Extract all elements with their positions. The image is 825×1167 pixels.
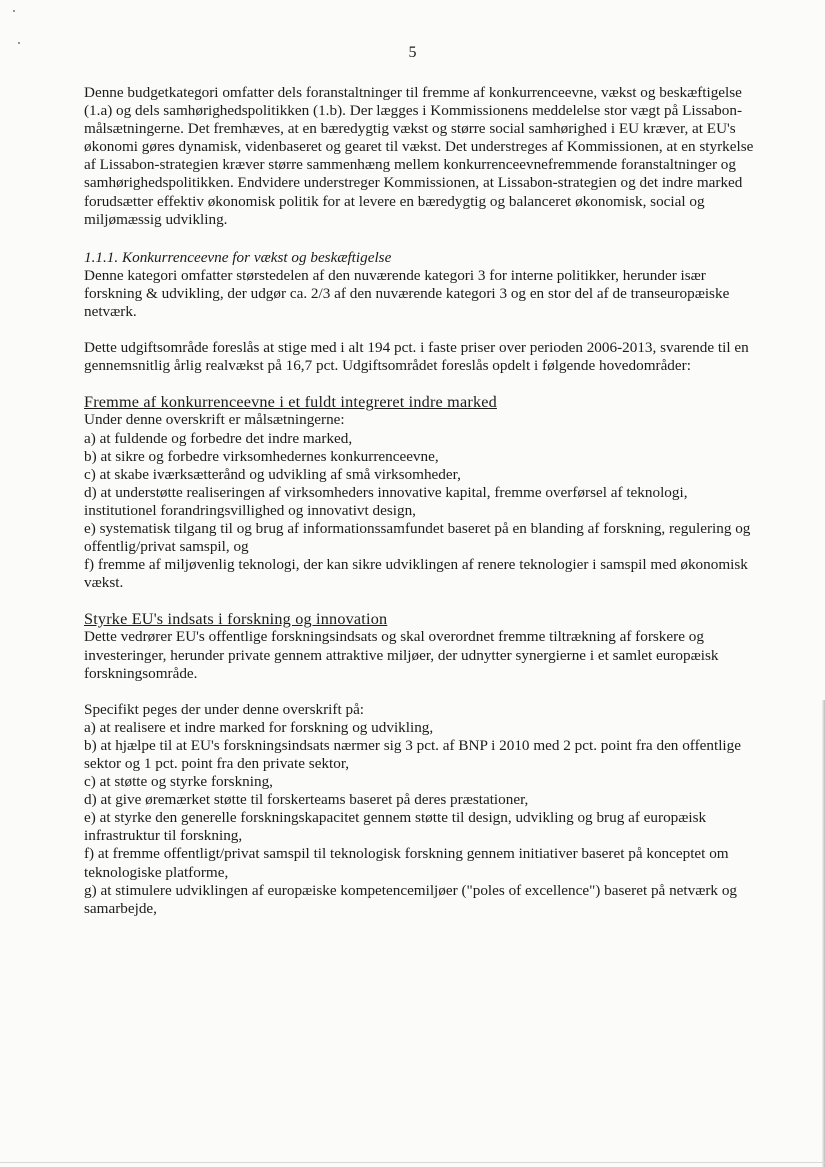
competitiveness-intro: Under denne overskrift er målsætningerne: (84, 411, 345, 429)
list-item: c) at skabe iværksætterånd og udvikling af små virksomheder, (84, 465, 461, 483)
scan-speck (13, 10, 15, 12)
document-body (84, 84, 754, 918)
competitiveness-heading: Fremme af konkurrenceevne i et fuldt integreret indre marked (84, 393, 497, 412)
list-item: f) at fremme offentligt/privat samspil til teknologisk forskning gennem initiativer baseret på konceptet om teknologiske platforme, (84, 845, 729, 881)
scan-bottom-edge (0, 1162, 825, 1163)
list-item: c) at støtte og styrke forskning, (84, 773, 273, 791)
research-paragraph: Dette vedrører EU's offentlige forskningsindsats og skal overordnet fremme tiltrækning af forskere og investeringer, herunder private gennem attraktive miljøer, der udnytter synergierne i et samlet europæisk forskningsområde. (84, 628, 719, 682)
list-item: g) at stimulere udviklingen af europæiske kompetencemiljøer ("poles of excellence") baseret på netværk og samarbejde, (84, 881, 738, 917)
page-number: 5 (408, 44, 417, 61)
list-item: b) at hjælpe til at EU's forskningsindsats nærmer sig 3 pct. af BNP i 2010 med 2 pct. point fra den offentlige sektor og 1 pct. point fra den private sektor, (84, 736, 741, 772)
list-item: a) at fuldende og forbedre det indre marked, (84, 429, 353, 447)
list-item: d) at understøtte realiseringen af virksomheders innovative kapital, fremme overførsel af teknologi, institutionel forandringsvillighed og innovativt design, (84, 483, 688, 519)
list-item: f) fremme af miljøvenlig teknologi, der kan sikre udviklingen af renere teknologier i samspil med økonomisk vækst. (84, 556, 748, 592)
section-heading: 1.1.1. Konkurrenceevne for vækst og beskæftigelse (84, 248, 392, 266)
competitiveness-list (84, 430, 754, 593)
research-heading: Styrke EU's indsats i forskning og innovation (84, 610, 388, 629)
research-intro: Specifikt peges der under denne overskrift på: (84, 700, 365, 718)
research-list (84, 719, 754, 918)
list-item: d) at give øremærket støtte til forskerteams baseret på deres præstationer, (84, 791, 529, 809)
list-item: b) at sikre og forbedre virksomhedernes konkurrenceevne, (84, 447, 439, 465)
intro-paragraph: Denne budgetkategori omfatter dels foranstaltninger til fremme af konkurrenceevne, vækst og beskæftigelse (1.a) og dels samhørighedspolitikken (1.b). Der lægges i Kommissionens meddelelse stor vægt på Lissabon-målsætningerne. Det fremhæves, at en bæredygtig vækst og større social samhørighed i EU kræver, at EU's økonomi gøres dynamisk, videnbaseret og gearet til vækst. Det understreges af Kommissionen, at en styrkelse af Lissabon-strategien kræver større sammenhæng mellem konkurrenceevnefremmende foranstaltninger og samhørighedspolitikken. Endvidere understreger Kommissionen, at Lissabon-strategien og det indre marked forudsætter effektiv økonomisk politik for at levere en bæredygtig og balanceret økonomisk, social og miljømæssig udvikling. (84, 84, 754, 228)
category-paragraph: Denne kategori omfatter størstedelen af den nuværende kategori 3 for interne politikker, herunder især forskning & udvikling, der udgør ca. 2/3 af den nuværende kategori 3 og en stor del af de transeuropæiske netværk. (84, 266, 730, 321)
list-item: e) at styrke den generelle forskningskapacitet gennem støtte til design, udvikling og brug af europæisk infrastruktur til forskning, (84, 809, 707, 845)
growth-paragraph: Dette udgiftsområde foreslås at stige med i alt 194 pct. i faste priser over perioden 2006-2013, svarende til en gennemsnitlig årlig realvækst på 16,7 pct. Udgiftsområdet foreslås opdelt i følgende hovedområder: (84, 339, 749, 375)
list-item: e) systematisk tilgang til og brug af informationssamfundet baseret på en blanding af forskning, regulering og offentlig/privat samspil, og (84, 519, 751, 556)
list-item: a) at realisere et indre marked for forskning og udvikling, (84, 718, 434, 736)
